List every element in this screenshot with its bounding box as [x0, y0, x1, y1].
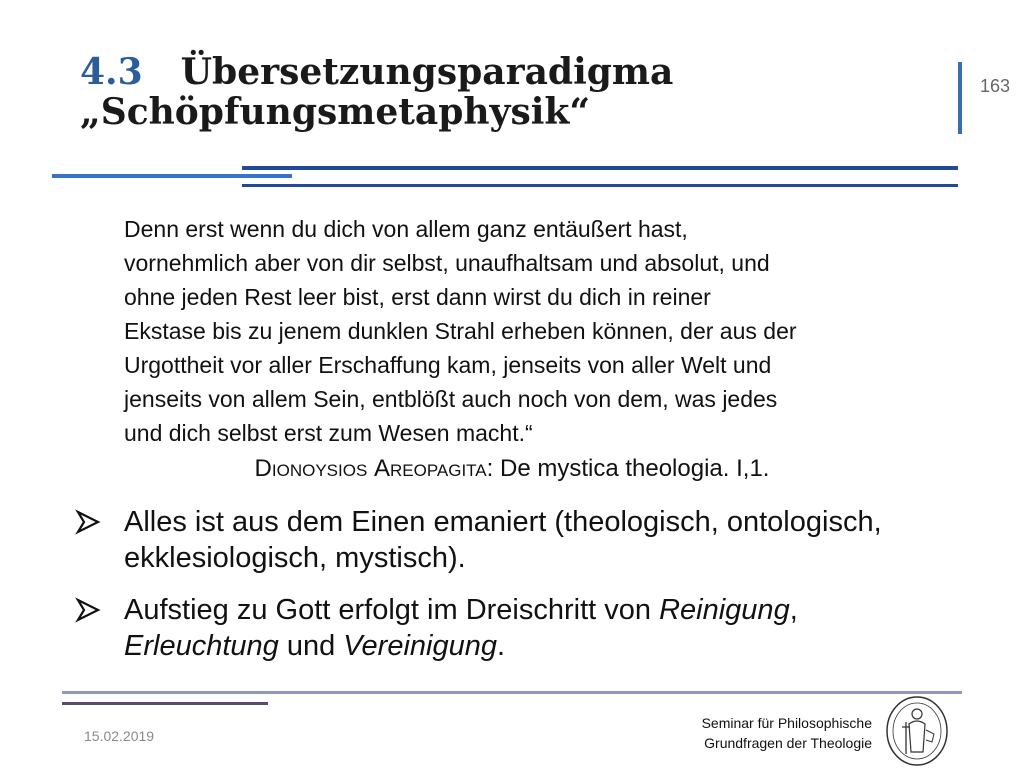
author-initial-2: A	[373, 455, 390, 482]
arrow-bullet-icon	[74, 592, 104, 628]
bullet-1-line-1: Alles ist aus dem Einen emaniert (theologisch, ontologisch,	[124, 506, 882, 538]
author-initial-1: D	[254, 455, 272, 482]
slide-title	[80, 52, 940, 132]
bullet-2-mid: und	[278, 630, 344, 662]
bullet-2-comma: ,	[789, 594, 798, 626]
university-seal-logo	[882, 694, 952, 768]
quote-line: jenseits von allem Sein, entblößt auch noch von dem, was jedes	[124, 386, 778, 412]
institution-line-1: Seminar für Philosophische	[701, 715, 872, 731]
quote-line: und dich selbst erst zum Wesen macht.“	[124, 420, 533, 446]
author-rest-2: REOPAGITA	[389, 461, 487, 480]
bullet-item-1	[74, 504, 974, 576]
slide-date: 15.02.2019	[84, 728, 155, 744]
title-line-2: „Schöpfungsmetaphysik“	[80, 91, 591, 133]
arrow-bullet-icon	[74, 504, 104, 540]
section-number: 4.3	[80, 51, 143, 93]
quote-line: Urgottheit vor aller Erschaffung kam, jenseits von aller Welt und	[124, 352, 772, 378]
quote-block	[124, 212, 954, 450]
term-reinigung: Reinigung	[659, 594, 790, 626]
bullet-2-pre: Aufstieg zu Gott erfolgt im Dreischritt von	[124, 594, 660, 626]
author-rest-1: IONOYSIOS	[271, 461, 368, 480]
header-rule-lower	[242, 184, 958, 187]
source-title: : De mystica theologia. I,1.	[486, 455, 770, 482]
quote-line: Denn erst wenn du dich von allem ganz entäußert hast,	[124, 216, 688, 242]
term-vereinigung: Vereinigung	[343, 630, 497, 662]
bullet-1-line-2: ekklesiologisch, mystisch).	[124, 542, 466, 574]
footer-rule-accent	[62, 702, 268, 705]
header-rule-left	[52, 174, 292, 178]
institution-name	[702, 713, 872, 753]
term-erleuchtung: Erleuchtung	[124, 630, 279, 662]
bullet-2-end: .	[497, 630, 506, 662]
title-line-1	[80, 52, 940, 92]
quote-line: vornehmlich aber von dir selbst, unaufhaltsam und absolut, und	[124, 250, 770, 276]
footer-rule	[62, 691, 962, 694]
quote-line: Ekstase bis zu jenem dunklen Strahl erheben können, der aus der	[124, 318, 797, 344]
header-rule-main	[242, 166, 958, 170]
quote-source	[0, 452, 1024, 488]
title-text-1: Übersetzungsparadigma	[180, 51, 674, 93]
quote-line: ohne jeden Rest leer bist, erst dann wirst du dich in reiner	[124, 284, 711, 310]
bullet-item-2	[74, 592, 974, 664]
page-number-bar	[958, 62, 962, 134]
page-number: 163	[980, 76, 1011, 96]
institution-line-2: Grundfragen der Theologie	[704, 735, 872, 751]
